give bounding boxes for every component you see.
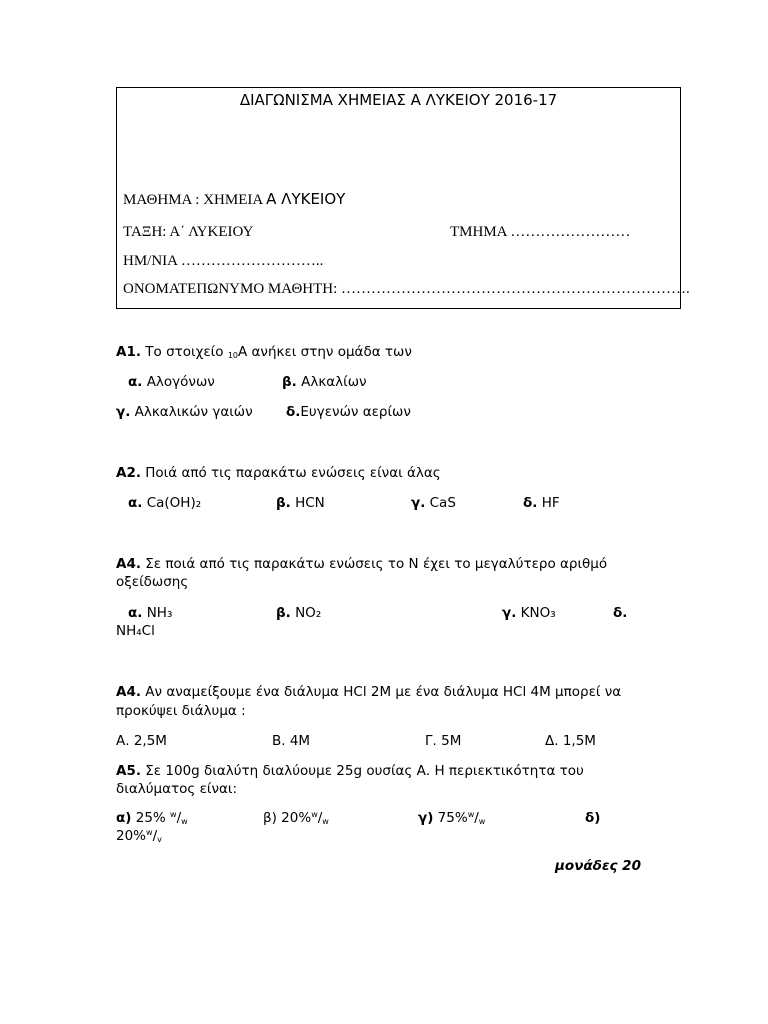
option-c [116,404,253,420]
percent-sub: w [322,817,329,826]
option-d [523,495,560,511]
option-b: Β. 4Μ [272,733,311,749]
option-d-text: NH₄Cl [116,623,155,639]
exam-title: ΔΙΑΓΩΝΙΣΜΑ ΧΗΜΕΙΑΣ Α ΛΥΚΕΙΟΥ 2016-17 [239,91,558,109]
question-text: Αν αναμείξουμε ένα διάλυμα HCl 2M με ένα διάλυμα HCl 4M μπορεί να [140,684,622,700]
option-b [282,374,367,390]
percent-slash: / [317,810,323,826]
percent-sub: w [181,817,188,826]
option-text: HF [537,495,560,511]
date-label: ΗΜ/ΝΙΑ ……………………….. [123,253,324,269]
option-text: NH₃ [142,605,173,621]
question-number: Α4. [116,684,141,700]
option-a [128,605,172,621]
option-text: Αλογόνων [142,374,215,390]
option-letter: δ) [585,810,601,826]
question-text: Το στοιχείο [140,344,228,360]
question-a4-mixing [116,684,621,700]
question-text-line2: προκύψει διάλυμα : [116,703,246,719]
option-text: Αλκαλικών γαιών [130,404,253,420]
percent-slash: / [176,810,182,826]
option-text: HCN [290,495,325,511]
percent-sup: w [146,828,153,837]
option-letter: α) [116,810,132,826]
option-c [418,810,485,826]
option-text: Ca(OH)₂ [142,495,202,511]
subject-line [123,190,345,209]
option-d-letter [585,810,600,826]
option-letter: α. [128,374,143,390]
section-label: ΤΜΗΜΑ …………………… [450,224,631,240]
percent-slash: / [474,810,479,826]
question-text: Σε ποιά από τις παρακάτω ενώσεις το Ν έχει το μεγαλύτερο αριθμό [140,556,608,572]
question-text-end: Α ανήκει στην ομάδα των [238,344,412,360]
option-letter: α. [128,605,143,621]
question-a5 [116,763,584,779]
percent-sub: v [157,835,162,844]
option-letter: γ. [411,495,426,511]
question-number: Α1. [116,344,141,360]
question-number: Α4. [116,556,141,572]
question-text-line2: οξείδωσης [116,574,189,590]
option-a [128,495,201,511]
option-c [411,495,456,511]
question-number: Α2. [116,465,141,481]
option-letter: β. [276,605,291,621]
option-text: Αλκαλίων [296,374,367,390]
option-b [263,810,329,826]
option-c: Γ. 5Μ [425,733,462,749]
question-number: Α5. [116,763,141,779]
option-b [276,495,325,511]
option-text: Ευγενών αερίων [300,404,411,420]
atomic-number: 10 [227,351,238,360]
option-d [286,404,411,420]
option-d-letter [613,605,627,621]
option-letter: γ. [502,605,517,621]
option-a [128,374,215,390]
option-letter: β. [282,374,297,390]
option-letter: δ. [523,495,538,511]
percent-sub: w [478,817,486,826]
question-a1 [116,344,412,360]
percent-sup: w [311,810,318,819]
percent-sup: w [467,810,475,819]
option-letter: γ) [418,810,434,826]
option-text: β) 20% [263,810,312,826]
option-letter: γ. [116,404,131,420]
percent-slash: / [152,828,158,844]
option-text: NO₂ [290,605,322,621]
marks-label: μονάδες 20 [555,858,641,874]
option-letter: δ. [613,605,628,621]
question-text-line2: διαλύματος είναι: [116,781,238,797]
student-name-label: ΟΝΟΜΑΤΕΠΩΝΥΜΟ ΜΑΘΗΤΗ: ……………………………………………………………. [123,281,690,297]
option-c [502,605,556,621]
option-d: Δ. 1,5Μ [545,733,596,749]
question-text: Σε 100g διαλύτη διαλύουμε 25g ουσίας Α. Η περιεκτικότητα του [140,763,584,779]
class-label: ΤΑΞΗ: Α΄ ΛΥΚΕΙΟΥ [123,224,254,240]
option-text: 20% [116,828,147,844]
option-text: CaS [425,495,456,511]
question-text: Ποιά από τις παρακάτω ενώσεις είναι άλας [140,465,441,481]
percent-sup: w [170,810,177,819]
option-text: 25% [131,810,171,826]
option-a: Α. 2,5Μ [116,733,167,749]
option-text: KNO₃ [516,605,556,621]
option-b [276,605,321,621]
subject-value: Α ΛΥΚΕΙΟΥ [266,190,346,208]
option-a [116,810,188,826]
subject-label: ΜΑΘΗΜΑ : ΧΗΜΕΙΑ [123,192,267,208]
option-letter: δ. [286,404,301,420]
option-letter: α. [128,495,143,511]
option-d-text [116,828,162,844]
question-a2 [116,465,441,481]
option-letter: β. [276,495,291,511]
question-a4-oxidation [116,556,607,572]
option-text: 75% [433,810,468,826]
